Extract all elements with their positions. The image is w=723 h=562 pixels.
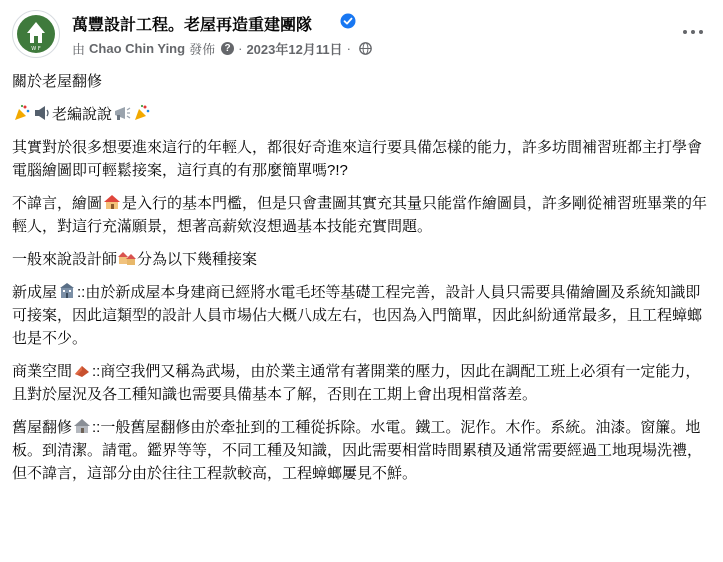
paragraph-types-start: 一般來說設計師 (12, 251, 118, 268)
commercial-text: ::商空我們又稱為武場，由於業主通常有著開業的壓力，因此在調配工班上必須有一定能力，且對於屋況及各工種知識也需要具備基本了解，否則在工期上會出現相當落差。 (12, 363, 701, 403)
paragraph-drawing (12, 192, 712, 238)
old-house-text: ::一般舊屋翻修由於牽扯到的工種從拆除。水電。鐵工。泥作。木作。系統。油漆。窗簾。地板。到清潔。請電。鑑界等等，不同工種及知識，因此需要相當時間累積及通常需要經過工地現場洗禮，但不諱言，這部分由於往往工程款較高，工程蟑螂屢見不鮮。 (12, 419, 703, 482)
posted-label: 發佈 (189, 42, 216, 57)
house-icon (103, 193, 121, 211)
post-meta (72, 39, 372, 58)
paragraph-drawing-rest: 是入行的基本門檻，但是只會畫圖其實充其量只能當作繪圖員，許多剛從補習班畢業的年輕人，對這行充滿願景，想著高薪欸沒想過基本技能充實問題。 (12, 195, 708, 235)
paragraph-types-rest: 分為以下幾種接案 (137, 251, 258, 268)
commercial-label: 商業空間 (12, 363, 73, 380)
page-name-link[interactable]: 萬豐設計工程。老屋再造重建團隊 (72, 17, 313, 34)
new-house-label: 新成屋 (12, 284, 58, 301)
author-link[interactable]: Chao Chin Ying (89, 41, 186, 56)
megaphone-icon (113, 104, 131, 122)
post-header (12, 8, 711, 60)
speaker-icon (33, 104, 51, 122)
paragraph-drawing-start: 不諱言，繪圖 (12, 195, 103, 212)
help-icon[interactable]: ? (221, 42, 234, 55)
editor-says-line (12, 103, 712, 126)
paragraph-commercial (12, 360, 712, 406)
page-avatar[interactable] (12, 10, 60, 58)
post-body (12, 70, 712, 495)
new-house-text: ::由於新成屋本身建商已經將水電毛坯等基礎工程完善，設計人員只需要具備繪圖及系統知識即可接案，因此這類型的設計人員市場佔大概八成左右，也因為入門簡單，因此糾紛通常最多，且工程蟑螂也是不少。 (12, 284, 703, 347)
verified-badge-icon (340, 13, 356, 29)
post-title: 關於老屋翻修 (12, 73, 103, 90)
globe-icon[interactable] (359, 42, 372, 55)
paragraph-intro: 其實對於很多想要進來這行的年輕人，都很好奇進來這行要具備怎樣的能力，許多坊間補習班都主打學會電腦繪圖即可輕鬆接案，這行真的有那麼簡單嗎?!? (12, 139, 703, 179)
party-popper-icon (133, 104, 151, 122)
separator-dot: · (238, 41, 243, 56)
svg-text:W F: W F (31, 46, 41, 52)
more-options-icon[interactable] (675, 18, 711, 46)
old-house-label: 舊屋翻修 (12, 419, 73, 436)
houses-icon (118, 249, 136, 267)
company-logo-icon (17, 15, 55, 53)
brick-icon (73, 361, 91, 379)
building-icon (58, 282, 76, 300)
old-house-icon (73, 417, 91, 435)
paragraph-new-house (12, 281, 712, 350)
separator-dot: · (346, 41, 351, 56)
editor-says-text: 老編說說 (52, 106, 113, 123)
paragraph-types (12, 248, 712, 271)
by-prefix: 由 (72, 42, 86, 57)
paragraph-old-house (12, 416, 712, 485)
party-popper-icon (13, 104, 31, 122)
post-date-link[interactable]: 2023年12月11日 (246, 42, 343, 57)
